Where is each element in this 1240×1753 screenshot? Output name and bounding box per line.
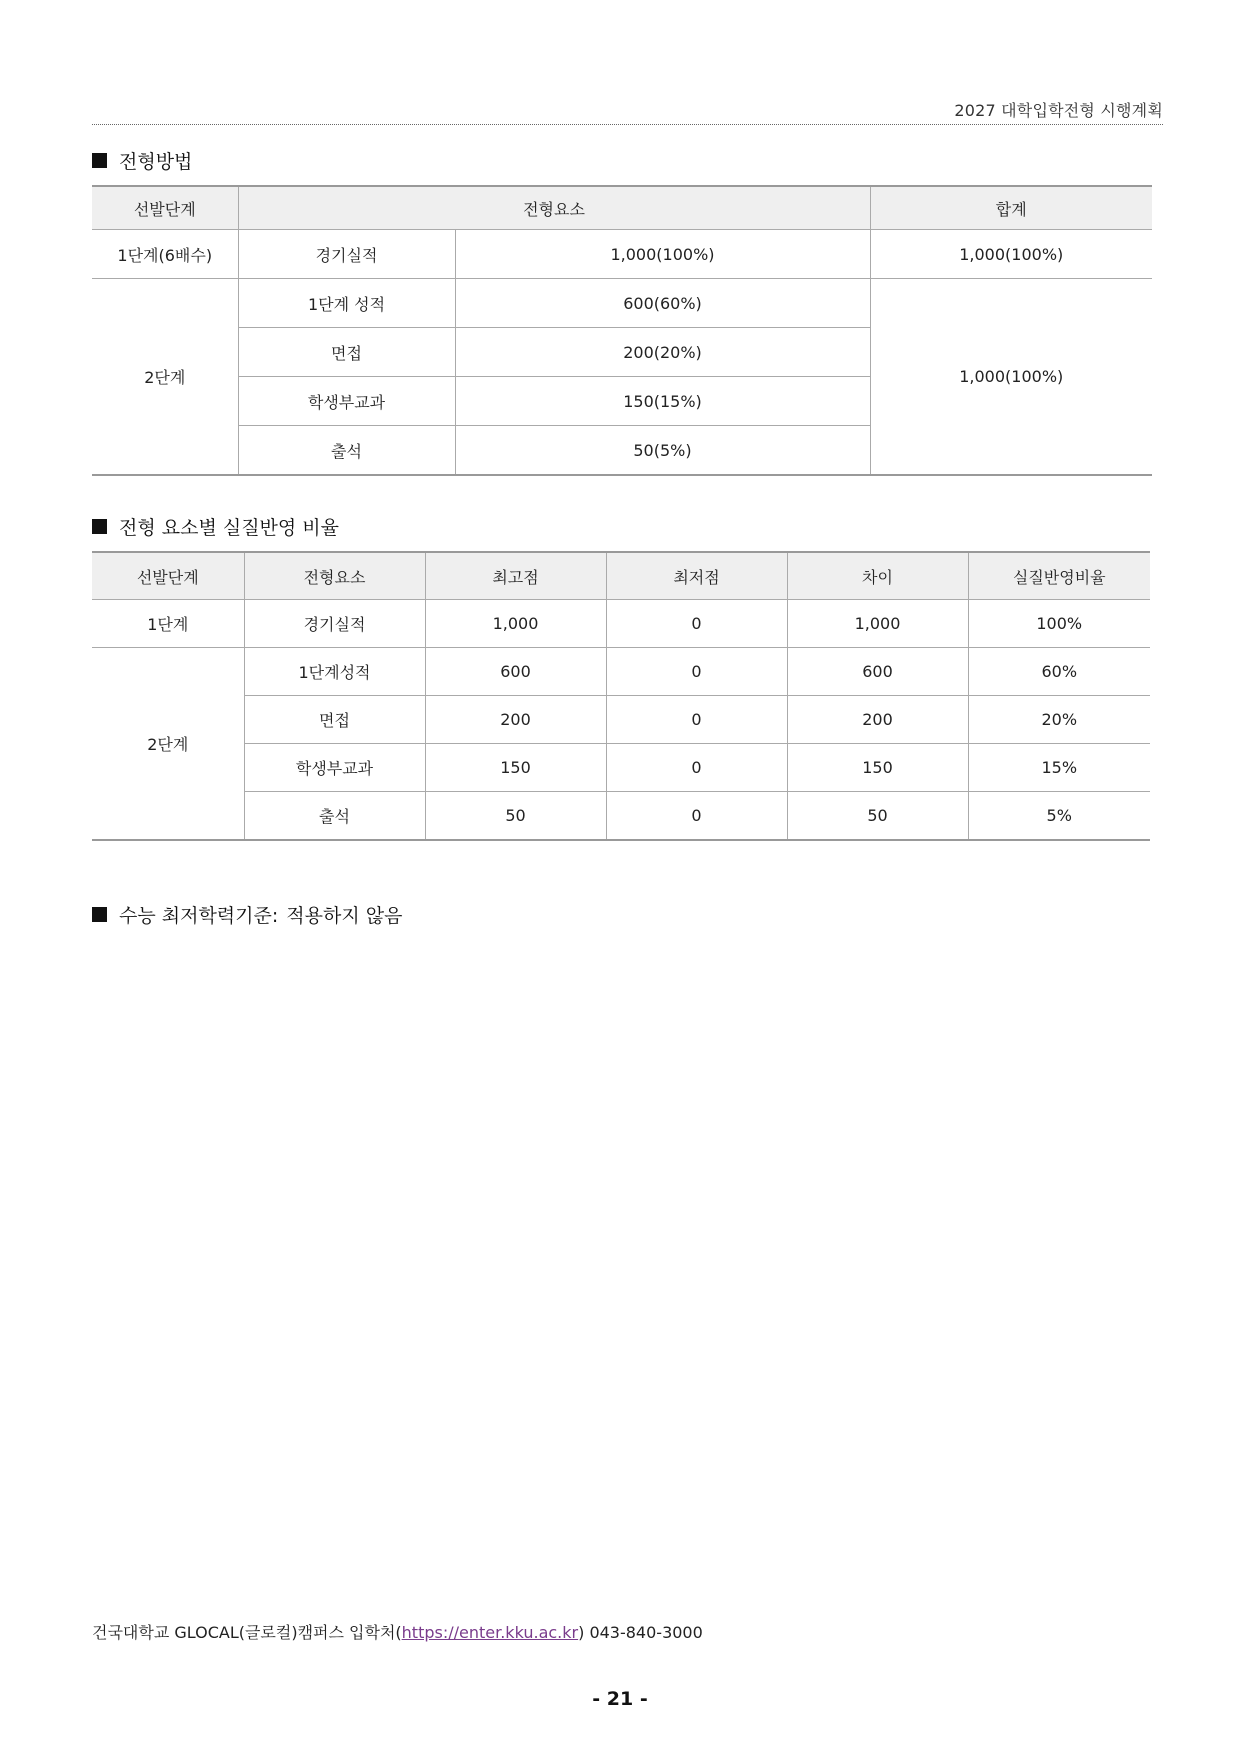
table-row <box>92 648 1150 696</box>
diff-cell: 150 <box>787 744 968 792</box>
diff-cell: 50 <box>787 792 968 841</box>
section-title-method <box>92 147 192 174</box>
stage2-element: 학생부교과 <box>238 377 455 426</box>
header-element: 전형요소 <box>244 552 425 600</box>
stage2-element: 출석 <box>238 426 455 476</box>
section3-note: 적용하지 않음 <box>286 905 403 927</box>
min-cell: 0 <box>606 744 787 792</box>
page-header <box>92 96 1163 125</box>
stage2-label: 2단계 <box>92 279 238 476</box>
header-diff: 차이 <box>787 552 968 600</box>
footer-prefix: 건국대학교 GLOCAL(글로컬)캠퍼스 입학처( <box>92 1623 402 1642</box>
max-cell: 50 <box>425 792 606 841</box>
reflection-ratio-table <box>92 551 1150 841</box>
table-row <box>92 744 1150 792</box>
table-row <box>92 600 1150 648</box>
footer-suffix: ) 043-840-3000 <box>578 1623 703 1642</box>
stage1-label: 1단계(6배수) <box>92 230 238 279</box>
ratio-cell: 5% <box>968 792 1150 841</box>
table-row <box>92 696 1150 744</box>
stage2-score: 200(20%) <box>455 328 870 377</box>
selection-method-table <box>92 185 1152 476</box>
element-cell: 출석 <box>244 792 425 841</box>
stage1-total: 1,000(100%) <box>870 230 1152 279</box>
min-cell: 0 <box>606 792 787 841</box>
square-bullet-icon <box>92 907 107 922</box>
ratio-cell: 100% <box>968 600 1150 648</box>
stage1-label: 1단계 <box>92 600 244 648</box>
min-cell: 0 <box>606 600 787 648</box>
section3-title: 수능 최저학력기준: <box>119 905 279 927</box>
stage1-score: 1,000(100%) <box>455 230 870 279</box>
section-title-csat <box>92 901 402 928</box>
header-stage: 선발단계 <box>92 552 244 600</box>
max-cell: 150 <box>425 744 606 792</box>
header-stage: 선발단계 <box>92 186 238 230</box>
max-cell: 1,000 <box>425 600 606 648</box>
header-max: 최고점 <box>425 552 606 600</box>
header-min: 최저점 <box>606 552 787 600</box>
element-cell: 경기실적 <box>244 600 425 648</box>
admissions-link[interactable]: https://enter.kku.ac.kr <box>401 1623 579 1642</box>
section-title-ratio <box>92 513 339 540</box>
min-cell: 0 <box>606 696 787 744</box>
square-bullet-icon <box>92 153 107 168</box>
stage2-score: 150(15%) <box>455 377 870 426</box>
stage2-label: 2단계 <box>92 648 244 841</box>
ratio-cell: 60% <box>968 648 1150 696</box>
element-cell: 학생부교과 <box>244 744 425 792</box>
diff-cell: 600 <box>787 648 968 696</box>
stage2-total: 1,000(100%) <box>870 279 1152 476</box>
section2-title: 전형 요소별 실질반영 비율 <box>119 517 340 539</box>
table-row <box>92 792 1150 841</box>
header-ratio: 실질반영비율 <box>968 552 1150 600</box>
ratio-cell: 20% <box>968 696 1150 744</box>
footer-contact <box>92 1620 703 1643</box>
ratio-cell: 15% <box>968 744 1150 792</box>
header-total: 합계 <box>870 186 1152 230</box>
stage2-element: 1단계 성적 <box>238 279 455 328</box>
diff-cell: 200 <box>787 696 968 744</box>
stage2-score: 600(60%) <box>455 279 870 328</box>
max-cell: 600 <box>425 648 606 696</box>
table-header-row <box>92 186 1152 230</box>
table-header-row <box>92 552 1150 600</box>
diff-cell: 1,000 <box>787 600 968 648</box>
page-number: - 21 - <box>592 1688 648 1710</box>
stage1-element: 경기실적 <box>238 230 455 279</box>
section1-title: 전형방법 <box>119 151 193 173</box>
min-cell: 0 <box>606 648 787 696</box>
max-cell: 200 <box>425 696 606 744</box>
header-title: 2027 대학입학전형 시행계획 <box>954 101 1163 120</box>
element-cell: 1단계성적 <box>244 648 425 696</box>
table-row <box>92 230 1152 279</box>
stage2-element: 면접 <box>238 328 455 377</box>
element-cell: 면접 <box>244 696 425 744</box>
table-row <box>92 279 1152 328</box>
stage2-score: 50(5%) <box>455 426 870 476</box>
square-bullet-icon <box>92 519 107 534</box>
header-element: 전형요소 <box>238 186 870 230</box>
